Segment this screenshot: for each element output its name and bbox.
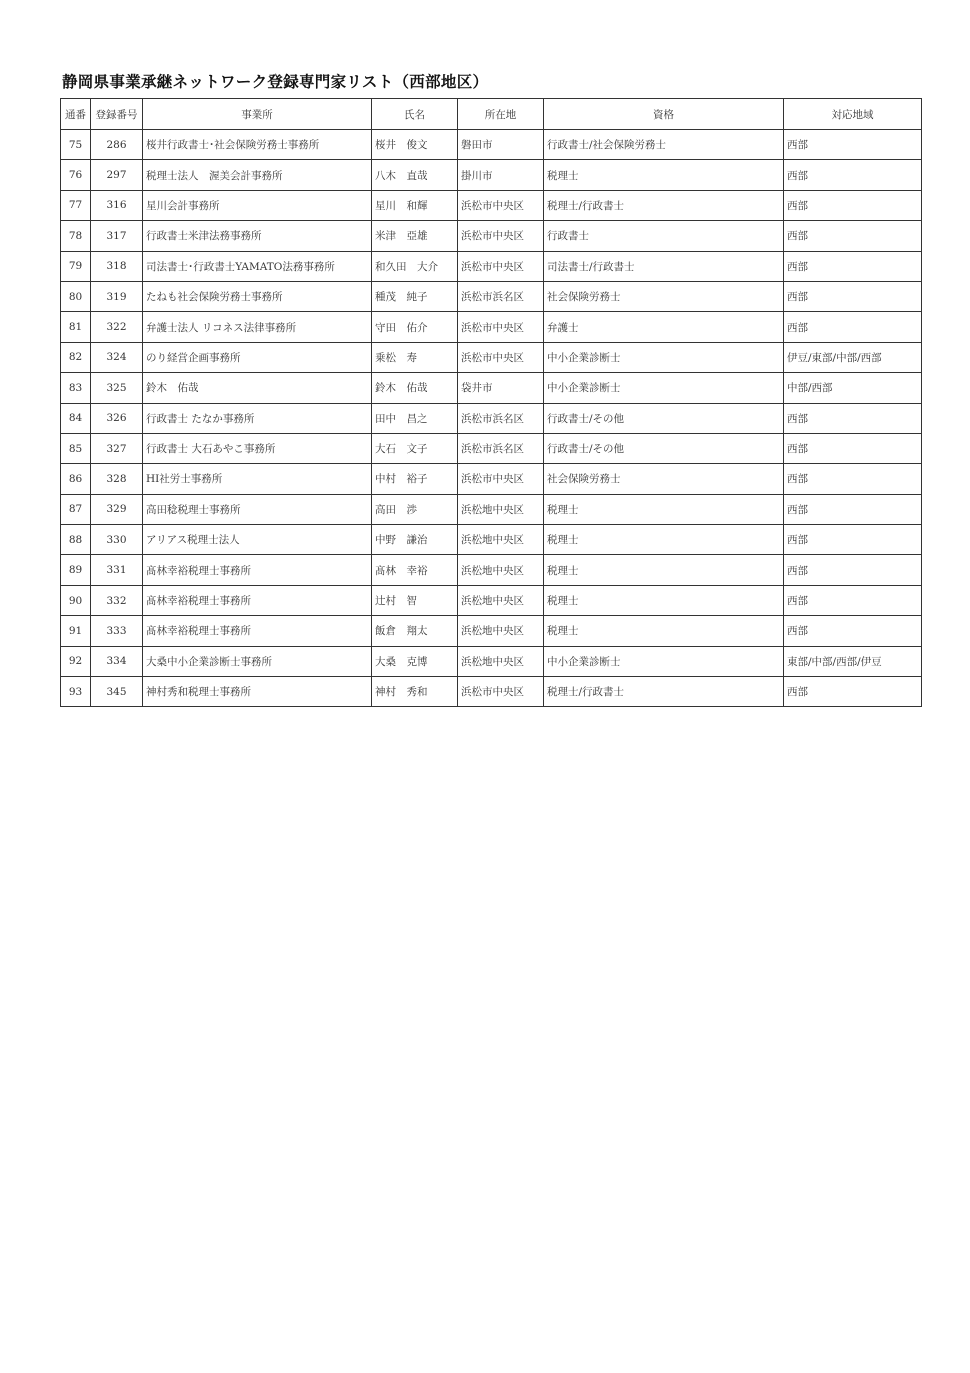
cell-office: 高田稔税理士事務所 <box>143 494 372 524</box>
table-row <box>61 190 922 220</box>
table-row <box>61 555 922 585</box>
cell-office: アリアス税理士法人 <box>143 525 372 555</box>
cell-name: 中野 謙治 <box>372 525 458 555</box>
cell-registration-number: 328 <box>91 464 143 494</box>
cell-name: 神村 秀和 <box>372 677 458 707</box>
cell-qualification: 中小企業診断士 <box>544 342 784 372</box>
cell-serial-number: 76 <box>61 160 91 190</box>
cell-qualification: 行政書士 <box>544 221 784 251</box>
cell-office: 髙林幸裕税理士事務所 <box>143 616 372 646</box>
cell-registration-number: 326 <box>91 403 143 433</box>
cell-registration-number: 316 <box>91 190 143 220</box>
cell-location: 浜松市中央区 <box>458 312 544 342</box>
cell-serial-number: 89 <box>61 555 91 585</box>
cell-office: のり経営企画事務所 <box>143 342 372 372</box>
cell-name: 乗松 寿 <box>372 342 458 372</box>
cell-registration-number: 327 <box>91 433 143 463</box>
cell-serial-number: 83 <box>61 373 91 403</box>
cell-area: 西部 <box>784 251 922 281</box>
cell-qualification: 税理士 <box>544 555 784 585</box>
cell-location: 浜松市浜名区 <box>458 281 544 311</box>
cell-name: 和久田 大介 <box>372 251 458 281</box>
cell-registration-number: 333 <box>91 616 143 646</box>
header-office: 事業所 <box>143 99 372 130</box>
table-row <box>61 130 922 160</box>
cell-office: 行政書士 大石あやこ事務所 <box>143 433 372 463</box>
cell-office: 司法書士･行政書士YAMATO法務事務所 <box>143 251 372 281</box>
cell-registration-number: 318 <box>91 251 143 281</box>
cell-area: 西部 <box>784 130 922 160</box>
cell-area: 西部 <box>784 525 922 555</box>
cell-qualification: 税理士 <box>544 494 784 524</box>
cell-location: 磐田市 <box>458 130 544 160</box>
cell-qualification: 社会保険労務士 <box>544 464 784 494</box>
cell-serial-number: 78 <box>61 221 91 251</box>
cell-registration-number: 325 <box>91 373 143 403</box>
cell-name: 星川 和輝 <box>372 190 458 220</box>
cell-registration-number: 331 <box>91 555 143 585</box>
table-row <box>61 677 922 707</box>
table-row <box>61 464 922 494</box>
cell-qualification: 行政書士/社会保険労務士 <box>544 130 784 160</box>
cell-location: 浜松市中央区 <box>458 464 544 494</box>
table-row <box>61 312 922 342</box>
cell-serial-number: 92 <box>61 646 91 676</box>
cell-location: 浜松地中央区 <box>458 525 544 555</box>
table-row <box>61 281 922 311</box>
cell-office: 髙林幸裕税理士事務所 <box>143 585 372 615</box>
cell-location: 浜松市中央区 <box>458 190 544 220</box>
cell-qualification: 社会保険労務士 <box>544 281 784 311</box>
cell-name: 八木 直哉 <box>372 160 458 190</box>
table-row <box>61 646 922 676</box>
cell-qualification: 司法書士/行政書士 <box>544 251 784 281</box>
header-location: 所在地 <box>458 99 544 130</box>
cell-area: 西部 <box>784 403 922 433</box>
cell-area: 西部 <box>784 494 922 524</box>
cell-office: 星川会計事務所 <box>143 190 372 220</box>
cell-serial-number: 81 <box>61 312 91 342</box>
cell-location: 浜松地中央区 <box>458 616 544 646</box>
cell-location: 浜松地中央区 <box>458 646 544 676</box>
cell-registration-number: 334 <box>91 646 143 676</box>
cell-area: 伊豆/東部/中部/西部 <box>784 342 922 372</box>
cell-qualification: 行政書士/その他 <box>544 403 784 433</box>
cell-qualification: 税理士 <box>544 585 784 615</box>
cell-name: 守田 佑介 <box>372 312 458 342</box>
cell-registration-number: 329 <box>91 494 143 524</box>
cell-registration-number: 297 <box>91 160 143 190</box>
cell-registration-number: 324 <box>91 342 143 372</box>
cell-name: 辻村 智 <box>372 585 458 615</box>
cell-area: 西部 <box>784 616 922 646</box>
cell-location: 浜松市中央区 <box>458 221 544 251</box>
header-name: 氏名 <box>372 99 458 130</box>
cell-location: 浜松地中央区 <box>458 494 544 524</box>
cell-area: 西部 <box>784 677 922 707</box>
cell-qualification: 中小企業診断士 <box>544 373 784 403</box>
cell-registration-number: 345 <box>91 677 143 707</box>
cell-registration-number: 322 <box>91 312 143 342</box>
cell-office: 行政書士米津法務事務所 <box>143 221 372 251</box>
table-row <box>61 585 922 615</box>
cell-area: 西部 <box>784 555 922 585</box>
header-registration-number: 登録番号 <box>91 99 143 130</box>
cell-area: 中部/西部 <box>784 373 922 403</box>
cell-serial-number: 82 <box>61 342 91 372</box>
cell-area: 西部 <box>784 221 922 251</box>
cell-location: 浜松地中央区 <box>458 585 544 615</box>
cell-area: 東部/中部/西部/伊豆 <box>784 646 922 676</box>
cell-name: 飯倉 翔太 <box>372 616 458 646</box>
cell-serial-number: 90 <box>61 585 91 615</box>
cell-location: 浜松市中央区 <box>458 251 544 281</box>
cell-serial-number: 91 <box>61 616 91 646</box>
cell-office: 神村秀和税理士事務所 <box>143 677 372 707</box>
table-row <box>61 251 922 281</box>
cell-qualification: 中小企業診断士 <box>544 646 784 676</box>
cell-area: 西部 <box>784 464 922 494</box>
cell-serial-number: 88 <box>61 525 91 555</box>
header-area: 対応地域 <box>784 99 922 130</box>
table-row <box>61 494 922 524</box>
cell-office: 税理士法人 渥美会計事務所 <box>143 160 372 190</box>
cell-name: 鈴木 佑哉 <box>372 373 458 403</box>
cell-name: 髙林 幸裕 <box>372 555 458 585</box>
cell-registration-number: 286 <box>91 130 143 160</box>
cell-office: 鈴木 佑哉 <box>143 373 372 403</box>
cell-area: 西部 <box>784 160 922 190</box>
cell-serial-number: 79 <box>61 251 91 281</box>
expert-list-table <box>60 98 922 707</box>
cell-area: 西部 <box>784 190 922 220</box>
cell-area: 西部 <box>784 281 922 311</box>
header-qualification: 資格 <box>544 99 784 130</box>
cell-office: 桜井行政書士･社会保険労務士事務所 <box>143 130 372 160</box>
cell-office: 弁護士法人 リコネス法律事務所 <box>143 312 372 342</box>
cell-location: 浜松市浜名区 <box>458 433 544 463</box>
cell-name: 米津 亞雄 <box>372 221 458 251</box>
cell-serial-number: 85 <box>61 433 91 463</box>
table-row <box>61 403 922 433</box>
cell-serial-number: 77 <box>61 190 91 220</box>
cell-office: 大桑中小企業診断士事務所 <box>143 646 372 676</box>
cell-location: 浜松市中央区 <box>458 342 544 372</box>
cell-name: 種茂 純子 <box>372 281 458 311</box>
cell-qualification: 税理士/行政書士 <box>544 190 784 220</box>
cell-location: 掛川市 <box>458 160 544 190</box>
table-row <box>61 433 922 463</box>
cell-location: 袋井市 <box>458 373 544 403</box>
cell-area: 西部 <box>784 312 922 342</box>
cell-registration-number: 317 <box>91 221 143 251</box>
table-row <box>61 342 922 372</box>
table-row <box>61 616 922 646</box>
cell-name: 桜井 俊文 <box>372 130 458 160</box>
table-header-row <box>61 99 922 130</box>
table-row <box>61 160 922 190</box>
cell-location: 浜松市浜名区 <box>458 403 544 433</box>
cell-qualification: 行政書士/その他 <box>544 433 784 463</box>
cell-registration-number: 332 <box>91 585 143 615</box>
table-row <box>61 525 922 555</box>
cell-office: 行政書士 たなか事務所 <box>143 403 372 433</box>
cell-office: 髙林幸裕税理士事務所 <box>143 555 372 585</box>
cell-office: たねも社会保険労務士事務所 <box>143 281 372 311</box>
cell-name: 大石 文子 <box>372 433 458 463</box>
cell-registration-number: 330 <box>91 525 143 555</box>
cell-serial-number: 80 <box>61 281 91 311</box>
cell-serial-number: 86 <box>61 464 91 494</box>
cell-name: 中村 裕子 <box>372 464 458 494</box>
cell-qualification: 税理士 <box>544 525 784 555</box>
page-title: 静岡県事業承継ネットワーク登録専門家リスト（西部地区） <box>62 73 489 91</box>
cell-name: 田中 昌之 <box>372 403 458 433</box>
table-row <box>61 221 922 251</box>
cell-area: 西部 <box>784 585 922 615</box>
table-row <box>61 373 922 403</box>
cell-serial-number: 93 <box>61 677 91 707</box>
cell-registration-number: 319 <box>91 281 143 311</box>
cell-location: 浜松地中央区 <box>458 555 544 585</box>
cell-location: 浜松市中央区 <box>458 677 544 707</box>
cell-qualification: 弁護士 <box>544 312 784 342</box>
cell-area: 西部 <box>784 433 922 463</box>
cell-name: 高田 渉 <box>372 494 458 524</box>
cell-qualification: 税理士 <box>544 160 784 190</box>
cell-qualification: 税理士/行政書士 <box>544 677 784 707</box>
cell-serial-number: 87 <box>61 494 91 524</box>
cell-name: 大桑 克博 <box>372 646 458 676</box>
cell-serial-number: 75 <box>61 130 91 160</box>
cell-qualification: 税理士 <box>544 616 784 646</box>
cell-serial-number: 84 <box>61 403 91 433</box>
cell-office: HI社労士事務所 <box>143 464 372 494</box>
header-serial-number: 通番 <box>61 99 91 130</box>
